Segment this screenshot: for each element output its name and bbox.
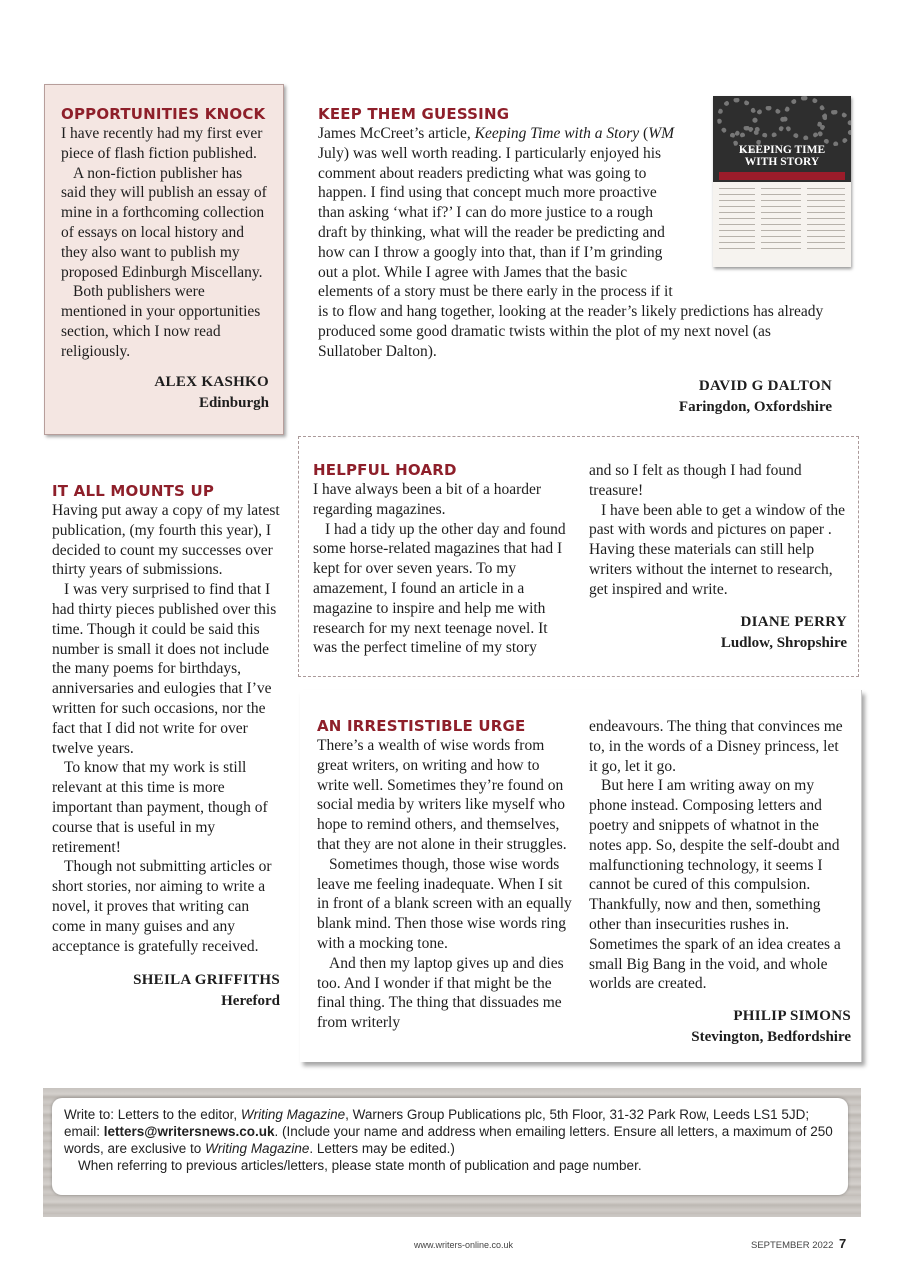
author-name: PHILIP SIMONS <box>733 1008 851 1025</box>
letter-heading: AN IRRESTISTIBLE URGE <box>317 717 526 735</box>
letter-heading: IT ALL MOUNTS UP <box>52 482 215 500</box>
author-place: Edinburgh <box>198 394 269 411</box>
signature <box>61 372 269 414</box>
author-place: Ludlow, Shropshire <box>720 634 847 651</box>
letter-heading: OPPORTUNITIES KNOCK <box>61 105 266 123</box>
paragraph: To know that my work is still relevant at this time is more important than payment, though of course that is useful in my retirement! <box>52 759 268 856</box>
paragraph: I was very surprised to find that I had thirty pieces published over this time. Though it could be said this number is small it does not include the many poems for birthdays, anniversaries and eulogies that I’ve written for such occasions, nor the fact that I did not write for over twelve years. <box>52 581 277 757</box>
author-place: Hereford <box>221 993 280 1010</box>
letter-heading: HELPFUL HOARD <box>313 461 457 479</box>
letter-body <box>61 124 269 362</box>
write-to-notice <box>52 1098 848 1195</box>
paragraph: endeavours. The thing that convinces me to, in the words of a Disney princess, let it go, let it go. <box>589 718 843 775</box>
author-name: SHEILA GRIFFITHS <box>133 972 280 989</box>
author-name: DIANE PERRY <box>740 613 847 630</box>
paragraph: Sometimes though, those wise words leave me feeling inadequate. When I sit in front of a blank screen with an equally blank mind. Then those wise words ring with a mocking tone. <box>317 855 572 952</box>
paragraph: And then my laptop gives up and dies too. And I wonder if that might be the final thing. The thing that dissuades me from writerly <box>317 954 564 1032</box>
signature <box>589 612 847 654</box>
author-place: Stevington, Bedfordshire <box>691 1029 851 1046</box>
paragraph: James McCreet’s article, Keeping Time with a Story (WM July) was well worth reading. I particularly enjoyed his comment about readers predicting what was going to happen. I find using that concept much more proactive than asking ‘what if?’ I can do more justice to a rough draft by thinking, what will the reader be predicting and how can I throw a googly into that, than if I’m grinding out a plot. While I agree with James that the basic elements of a story must be there early in the process if it is to flow and hang together, looking at the reader’s likely predictions has already produced some good dramatic twists within the plot of my next novel (as Sullatober Dalton). <box>318 125 824 360</box>
paragraph: I have been able to get a window of the past with words and pictures on paper . Having these materials can still help writers without the internet to research, get inspired and write. <box>589 501 846 598</box>
signature <box>318 376 838 418</box>
letter-body <box>313 480 573 658</box>
notice-text-line2: When referring to previous articles/letters, please state month of publication and page number. <box>78 1158 642 1173</box>
paragraph: Having put away a copy of my latest publication, (my fourth this year), I decided to count my successes over thirty years of submissions. <box>52 502 280 579</box>
footer-date: SEPTEMBER 2022 <box>751 1240 834 1251</box>
paragraph: But here I am writing away on my phone instead. Composing letters and poetry and snippets of whatnot in the notes app. So, despite the self-doubt and malfunctioning technology, it seems I cannot be cured of this compulsion. Thankfully, now and then, something other than insecurities rushes in. Sometimes the spark of an idea creates a small Big Bang in the void, and whole worlds are created. <box>589 777 841 993</box>
email-link[interactable]: letters@writersnews.co.uk <box>103 1124 275 1139</box>
letter-helpful-hoard <box>298 436 859 677</box>
footer-url[interactable]: www.writers-online.co.uk <box>414 1240 514 1250</box>
letter-opportunities-knock <box>44 84 284 435</box>
magazine-page-image <box>713 96 851 267</box>
letter-heading: KEEP THEM GUESSING <box>318 105 510 123</box>
page-number: 7 <box>839 1236 847 1251</box>
paragraph: There’s a wealth of wise words from great writers, on writing and how to write well. Sometimes they’re found on social media by writers like myself who hope to remind others, and themselves, that they are not alone in their struggles. <box>317 737 567 853</box>
signature <box>52 970 280 1012</box>
paragraph: I had a tidy up the other day and found some horse-related magazines that had I kept for over seven years. To my amazement, I found an article in a magazine to inspire and help me with research for my next teenage novel. It was the perfect timeline of my story <box>313 520 566 657</box>
letter-body-continued <box>589 461 847 600</box>
paragraph: Though not submitting articles or short stories, nor aiming to write a novel, it proves that writing can come in many guises and any acceptance is gratefully received. <box>52 858 272 955</box>
letter-an-irrestistible-urge <box>300 690 862 1062</box>
paragraph: I have always been a bit of a hoarder regarding magazines. <box>313 481 542 518</box>
letter-body <box>52 501 280 956</box>
letter-body <box>317 736 575 1033</box>
paragraph: I have recently had my first ever piece of flash fiction published. <box>61 125 263 162</box>
notice-text: Write to: Letters to the editor, Writing Magazine, Warners Group Publications plc, 5th Floor, 31-32 Park Row, Leeds LS1 5JD; email: letters@writersnews.co.uk. (Include your name and address when emailing letters. Ensure all letters, a maximum of 250 words, are exclusive to Writing Magazine. Letters may be edited.) <box>64 1107 833 1156</box>
paragraph: Both publishers were mentioned in your opportunities section, which I now read religiously. <box>61 283 261 360</box>
magazine-title: KEEPING TIME WITH STORY <box>738 144 826 168</box>
letter-body-continued <box>589 717 851 994</box>
paragraph: and so I felt as though I had found treasure! <box>589 462 802 499</box>
author-place: Faringdon, Oxfordshire <box>678 398 832 415</box>
author-name: DAVID G DALTON <box>698 377 832 394</box>
author-name: ALEX KASHKO <box>154 373 269 390</box>
paragraph: A non-fiction publisher has said they will publish an essay of mine in a forthcoming collection of essays on local history and they also want to publish my proposed Edinburgh Miscellany. <box>61 164 267 281</box>
signature <box>589 1006 851 1048</box>
letter-it-all-mounts-up <box>52 482 280 1012</box>
